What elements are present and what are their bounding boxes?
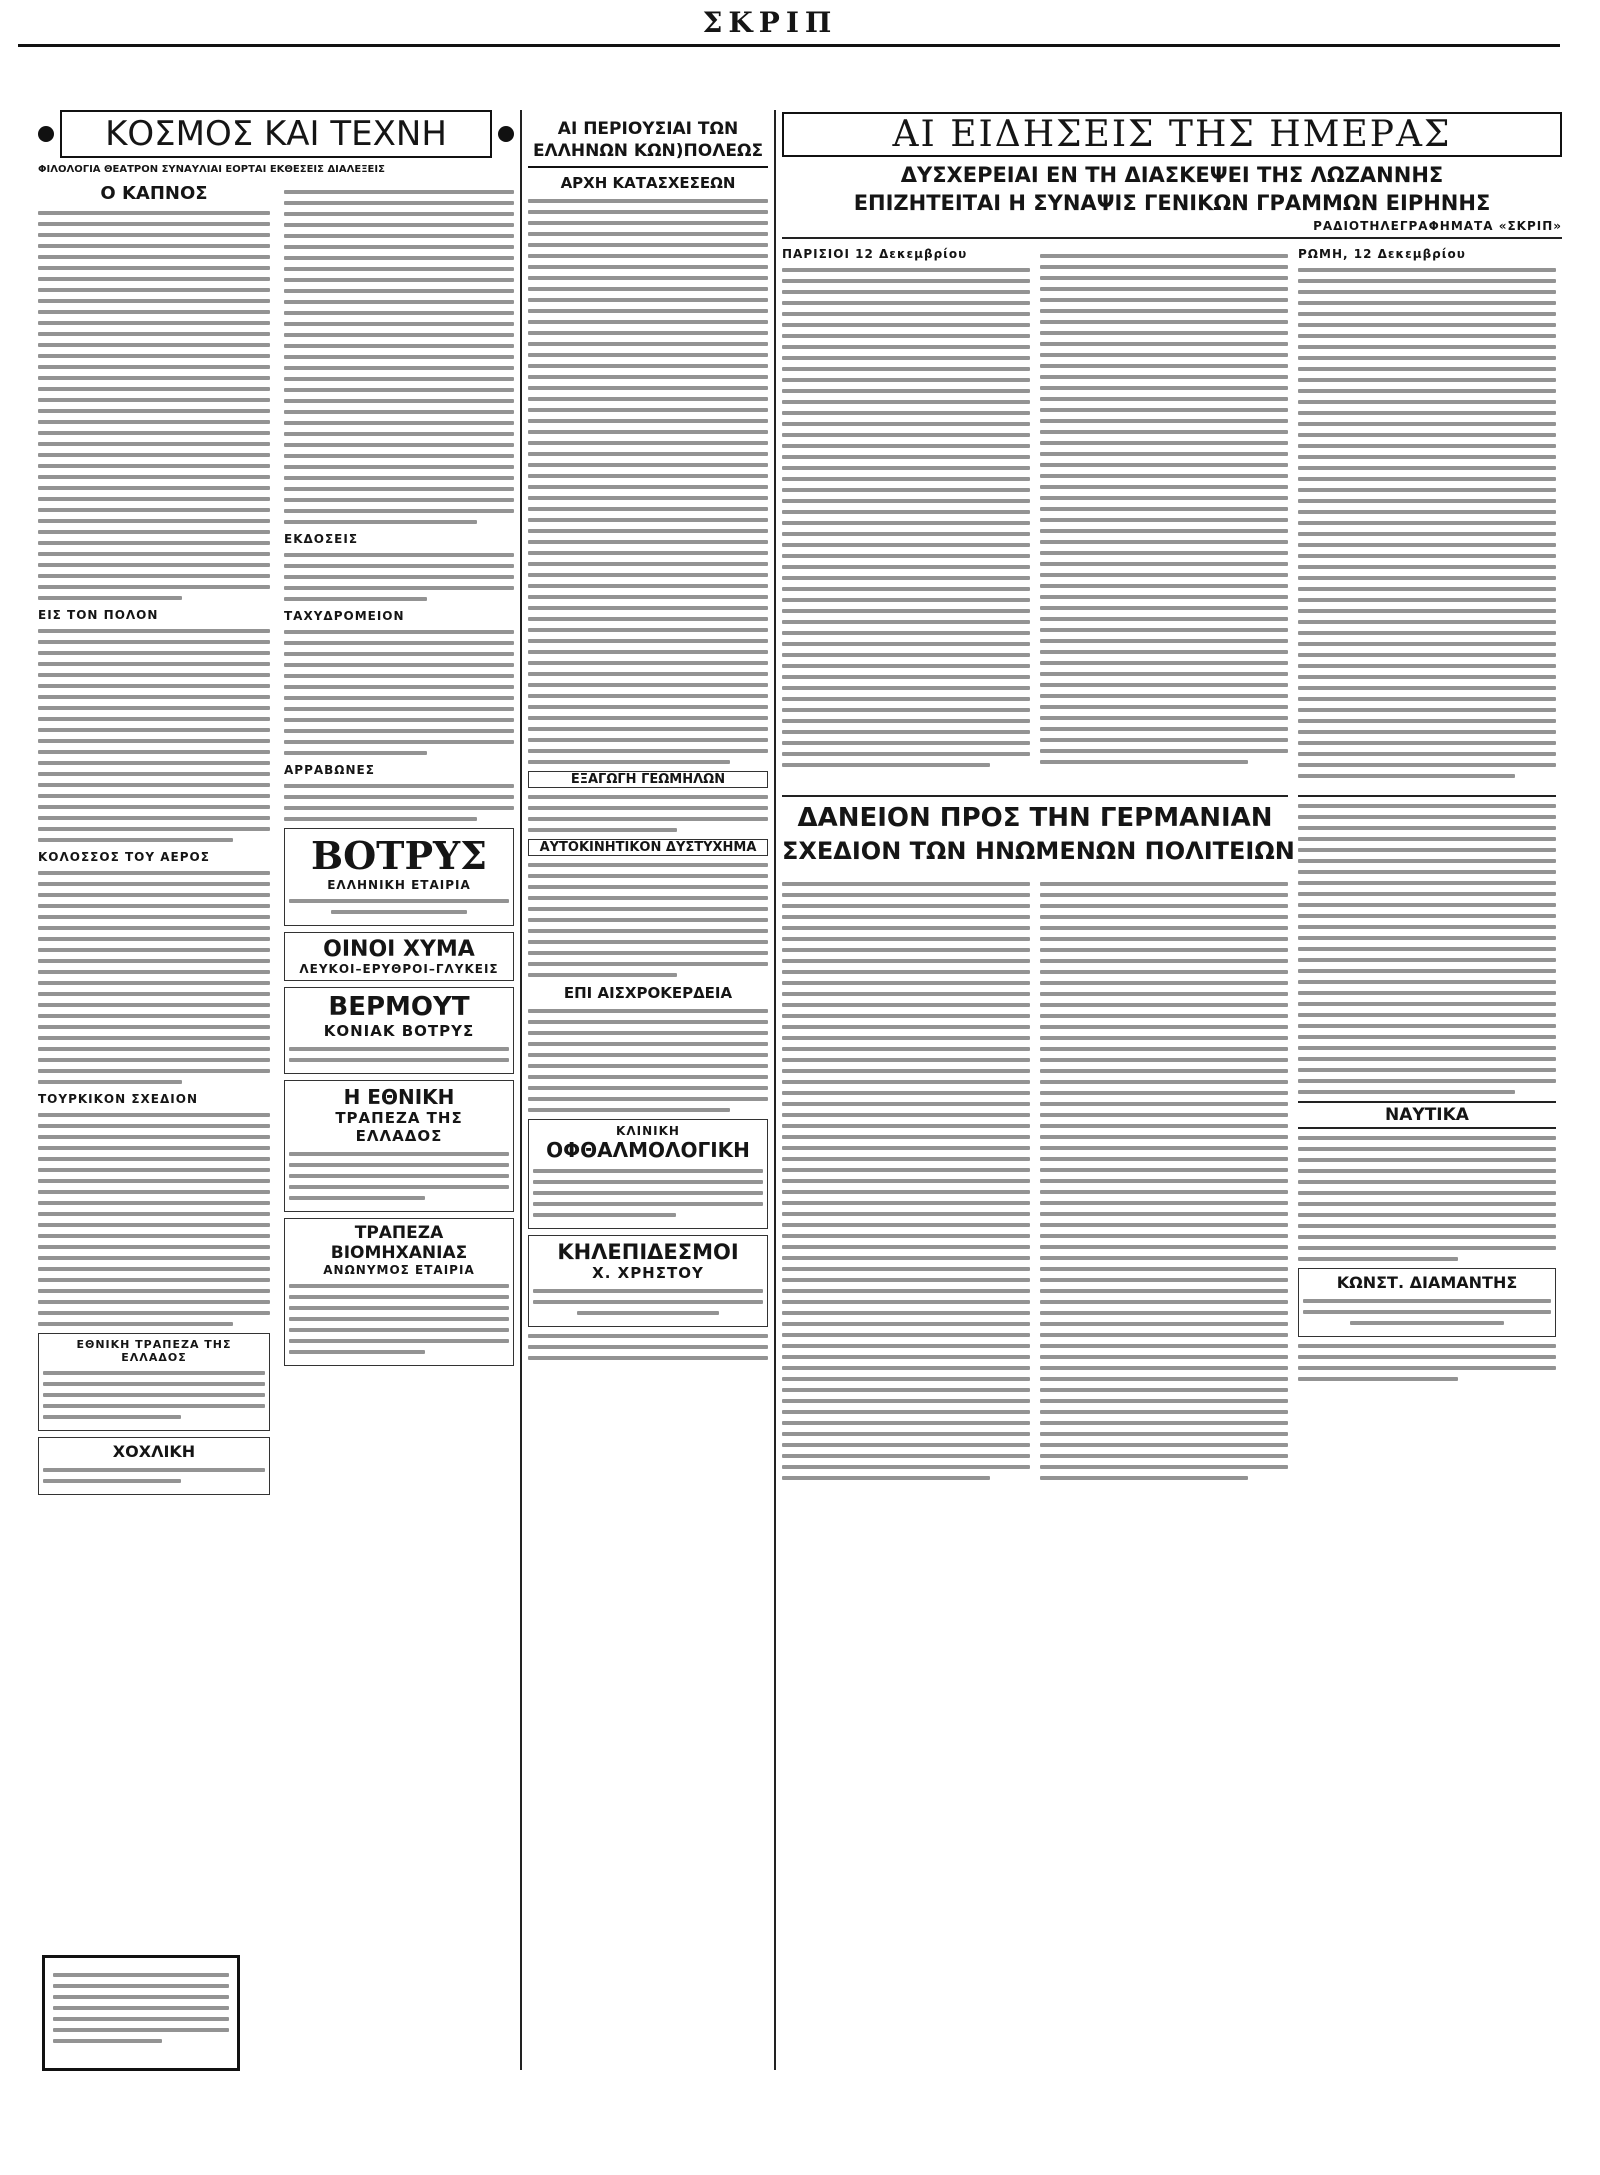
section-title: ΕΠΙ ΑΙΣΧΡΟΚΕΡΔΕΙΑ bbox=[563, 984, 733, 1002]
loan-story bbox=[782, 795, 1295, 1491]
story-subheadline: ΣΧΕΔΙΟΝ ΤΩΝ ΗΝΩΜΕΝΩΝ ΠΟΛΙΤΕΙΩΝ bbox=[782, 837, 1295, 865]
ad-subtitle: ΤΡΑΠΕΖΑ ΤΗΣ ΕΛΛΑΔΟΣ bbox=[335, 1109, 463, 1145]
subcolumn-right bbox=[284, 183, 514, 1501]
article-body bbox=[528, 1334, 768, 1360]
ad-title: ΟΦΘΑΛΜΟΛΟΓΙΚΗ bbox=[546, 1138, 750, 1162]
subcolumn-left bbox=[38, 183, 270, 1501]
ad-subtitle: ΚΟΝΙΑΚ ΒΟΤΡΥΣ bbox=[323, 1022, 475, 1040]
ornament-icon bbox=[38, 126, 54, 142]
ad-ethniki bbox=[284, 1080, 514, 1212]
middle-column bbox=[528, 118, 768, 2068]
ad-title: ΤΡΑΠΕΖΑ ΒΙΟΜΗΧΑΝΙΑΣ bbox=[330, 1223, 468, 1263]
footer-ad bbox=[38, 1437, 270, 1495]
ad-title: ΚΗΛΕΠΙΔΕΣΜΟΙ bbox=[557, 1240, 739, 1264]
naval-section-title: ΝΑΥΤΙΚΑ bbox=[1298, 1101, 1556, 1129]
article-title: Ο ΚΑΠΝΟΣ bbox=[100, 183, 208, 204]
article-body bbox=[38, 1113, 270, 1326]
ad-subtitle: Χ. ΧΡΗΣΤΟΥ bbox=[592, 1264, 704, 1282]
ad-title: Η ΕΘΝΙΚΗ bbox=[343, 1085, 455, 1109]
ad-subtitle: ΕΛΛΗΝΙΚΗ ΕΤΑΙΡΙΑ bbox=[327, 878, 471, 892]
news-section bbox=[782, 112, 1562, 2062]
article-body bbox=[1040, 875, 1288, 1487]
ad-title: ΒΟΤΡΥΣ bbox=[310, 833, 488, 878]
section-title: ΕΞΑΓΩΓΗ ΓΕΩΜΗΛΩΝ bbox=[528, 771, 768, 788]
boxed-notice bbox=[42, 1955, 240, 2071]
ad-botrys bbox=[284, 828, 514, 926]
section-title: ΚΟΣΜΟΣ ΚΑΙ ΤΕΧΝΗ bbox=[60, 110, 492, 158]
article-body bbox=[284, 190, 514, 524]
section-title: ΑΡΡΑΒΩΝΕΣ bbox=[284, 763, 375, 777]
doctor-ad bbox=[1298, 1268, 1556, 1337]
ad-vermouth bbox=[284, 987, 514, 1074]
article-body bbox=[284, 553, 514, 601]
article-body bbox=[284, 784, 514, 821]
ad-kilepidesmoi bbox=[528, 1235, 768, 1327]
dateline: ΡΩΜΗ, 12 Δεκεμβρίου bbox=[1298, 247, 1466, 261]
story-rule bbox=[1298, 795, 1556, 797]
news-banner: ΑΙ ΕΙΔΗΣΕΙΣ ΤΗΣ ΗΜΕΡΑΣ bbox=[782, 112, 1562, 157]
left-column bbox=[38, 110, 514, 2070]
story-headline: ΔΑΝΕΙΟΝ ΠΡΟΣ ΤΗΝ ΓΕΡΜΑΝΙΑΝ bbox=[797, 803, 1273, 833]
byline: ΡΑΔΙΟΤΗΛΕΓΡΑΦΗΜΑΤΑ «ΣΚΡΙΠ» bbox=[1313, 219, 1562, 233]
article-title: ΚΟΛΟΣΣΟΣ ΤΟΥ ΑΕΡΟΣ bbox=[38, 850, 210, 864]
news-col-1 bbox=[782, 247, 1030, 785]
news-col-4 bbox=[1298, 795, 1556, 1491]
ad-subtitle: ΛΕΥΚΟΙ–ΕΡΥΘΡΟΙ–ΓΛΥΚΕΙΣ bbox=[299, 962, 499, 976]
ad-viomichanias bbox=[284, 1218, 514, 1366]
article-body bbox=[528, 199, 768, 764]
ad-subtitle: ΚΛΙΝΙΚΗ bbox=[616, 1124, 680, 1138]
masthead-rule bbox=[18, 44, 1560, 47]
article-body bbox=[782, 875, 1030, 1487]
section-title: ΑΥΤΟΚΙΝΗΤΙΚΟΝ ΔΥΣΤΥΧΗΜΑ bbox=[528, 839, 768, 856]
article-title: ΤΟΥΡΚΙΚΟΝ ΣΧΕΔΙΟΝ bbox=[38, 1092, 198, 1106]
masthead: ΣΚΡΙΠ bbox=[702, 6, 838, 39]
headline-2: ΕΠΙΖΗΤΕΙΤΑΙ Η ΣΥΝΑΨΙΣ ΓΕΝΙΚΩΝ ΓΡΑΜΜΩΝ ΕΙΡΗΝΗΣ bbox=[853, 191, 1491, 215]
section-title: ΤΑΧΥΔΡΟΜΕΙΟΝ bbox=[284, 609, 405, 623]
article-body bbox=[38, 211, 270, 600]
article-body bbox=[1040, 254, 1288, 764]
section-subtitle: ΦΙΛΟΛΟΓΙΑ ΘΕΑΤΡΟΝ ΣΥΝΑΥΛΙΑΙ ΕΟΡΤΑΙ ΕΚΘΕΣΕΙΣ ΔΙΑΛΕΞΕΙΣ bbox=[38, 164, 385, 175]
column-divider bbox=[520, 110, 522, 2070]
ad-title: ΟΙΝΟΙ ΧΥΜΑ bbox=[323, 937, 475, 962]
article-body bbox=[1298, 1344, 1556, 1381]
news-col-3 bbox=[1298, 247, 1556, 785]
section-header-kosmos bbox=[38, 110, 514, 158]
ornament-icon bbox=[498, 126, 514, 142]
footer-ad-title: ΧΟΧΛΙΚΗ bbox=[112, 1442, 196, 1461]
headline-rule bbox=[782, 237, 1562, 239]
ad-ophthalmology bbox=[528, 1119, 768, 1229]
ad-subtitle: ΑΝΩΝΥΜΟΣ ΕΤΑΙΡΙΑ bbox=[323, 1263, 475, 1277]
article-body bbox=[38, 871, 270, 1084]
article-subtitle: ΑΡΧΗ ΚΑΤΑΣΧΕΣΕΩΝ bbox=[560, 174, 736, 192]
article-body bbox=[38, 629, 270, 842]
article-body bbox=[1298, 1136, 1556, 1261]
article-title: ΑΙ ΠΕΡΙΟΥΣΙΑΙ ΤΩΝ ΕΛΛΗΝΩΝ ΚΩΝ)ΠΟΛΕΩΣ bbox=[528, 118, 768, 168]
article-body bbox=[1298, 804, 1556, 1094]
dateline: ΠΑΡΙΣΙΟΙ 12 Δεκεμβρίου bbox=[782, 247, 968, 261]
article-body bbox=[782, 268, 1030, 767]
headline-1: ΔΥΣΧΕΡΕΙΑΙ ΕΝ ΤΗ ΔΙΑΣΚΕΨΕΙ ΤΗΣ ΛΩΖΑΝΝΗΣ bbox=[900, 163, 1444, 187]
article-body bbox=[528, 795, 768, 832]
ad-title: ΒΕΡΜΟΥΤ bbox=[328, 992, 470, 1022]
article-body bbox=[528, 863, 768, 977]
news-col-2 bbox=[1040, 247, 1288, 785]
article-title: ΕΙΣ ΤΟΝ ΠΟΛΟΝ bbox=[38, 608, 159, 622]
ad-wines bbox=[284, 932, 514, 981]
story-rule bbox=[782, 795, 1288, 797]
article-body bbox=[1298, 268, 1556, 778]
column-divider bbox=[774, 110, 776, 2070]
article-body bbox=[284, 630, 514, 755]
doctor-ad-title: ΚΩΝΣΤ. ΔΙΑΜΑΝΤΗΣ bbox=[1336, 1273, 1518, 1292]
bank-notice-title: ΕΘΝΙΚΗ ΤΡΑΠΕΖΑ ΤΗΣ ΕΛΛΑΔΟΣ bbox=[76, 1338, 232, 1364]
bank-notice bbox=[38, 1333, 270, 1431]
section-title: ΕΚΔΟΣΕΙΣ bbox=[284, 532, 359, 546]
article-body bbox=[528, 1009, 768, 1112]
